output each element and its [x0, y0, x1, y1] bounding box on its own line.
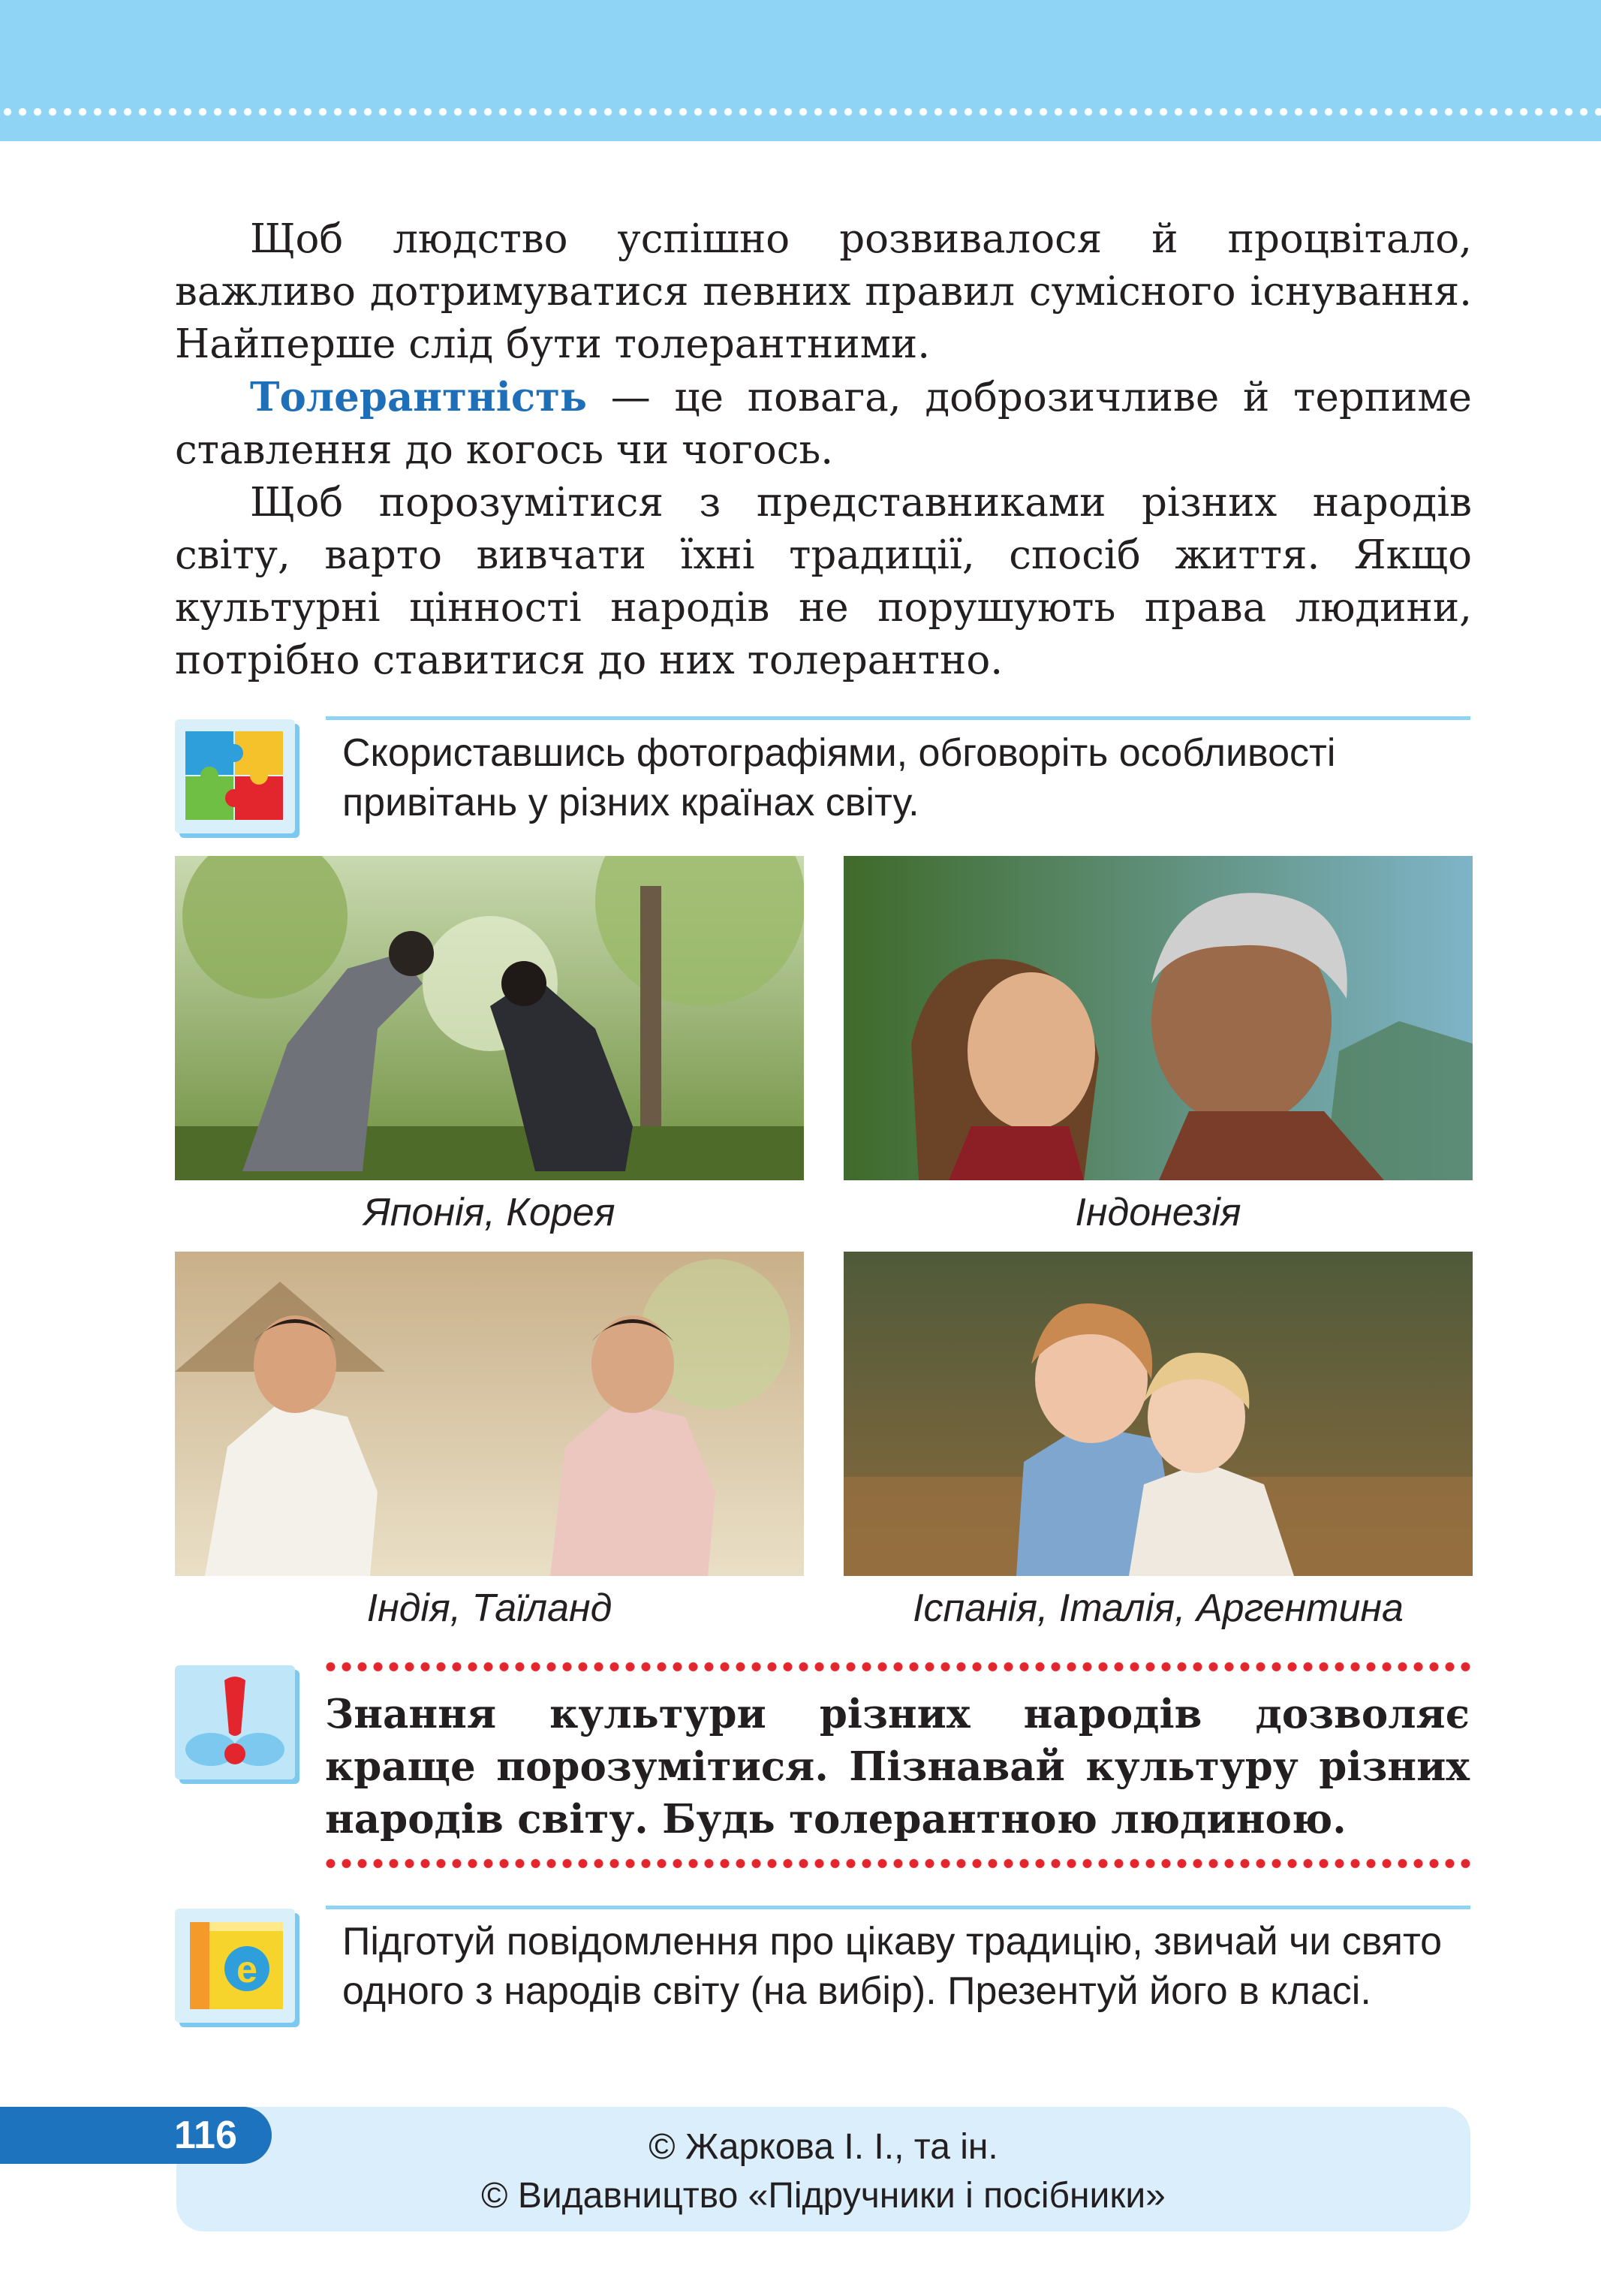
rule-bottom-dots — [323, 1858, 1475, 1869]
book-internet-icon — [175, 1909, 295, 2023]
rule-text: Знання культури різних народів дозволяє краще порозумітися. Пізнавай культуру різних народів світу. Будь толерантною людиною. — [325, 1691, 1470, 1843]
task-2-text: Підготуй повідомлення про цікаву традицію, звичай чи свято одного з народів світу (на вибір). Презентуй його в класі. — [342, 1920, 1443, 2013]
term-tolerance: Толерантність — [250, 374, 587, 420]
rule-top-dots — [323, 1662, 1475, 1672]
intro-text — [175, 213, 1472, 687]
exclamation-icon — [175, 1665, 295, 1779]
task-1-text: Скориставшись фотографіями, обговоріть особливості привітань у різних країнах світу. — [342, 731, 1336, 824]
photo-indonesia — [844, 856, 1473, 1180]
task-2-line — [326, 1906, 1470, 1909]
term-definition: — це повага, доброзичливе й терпиме ставлення до когось чи чогось. — [175, 375, 1472, 473]
definition-paragraph — [175, 371, 1472, 477]
photo-india-thailand — [175, 1252, 804, 1576]
caption-photo-3: Індія, Таїланд — [366, 1586, 612, 1630]
header-band — [0, 0, 1601, 141]
task-1-line — [326, 716, 1470, 720]
intro-paragraph-3: Щоб порозумітися з представниками різних народів світу, варто вивчати їхні традиції, спосіб життя. Якщо культурні цінності народів не порушують права людини, потрібно ставитися до них толерантно. — [175, 480, 1472, 683]
intro-paragraph-1: Щоб людство успішно розвивалося й процвітало, важливо дотримуватися певних правил сумісного існування. Найперше слід бути толерантними. — [175, 216, 1472, 367]
puzzle-icon — [175, 719, 295, 833]
header-dotted-line — [0, 107, 1601, 117]
photo-spain-italy-argentina — [844, 1252, 1473, 1576]
page-number: 116 — [174, 2114, 237, 2157]
caption-photo-1: Японія, Корея — [363, 1191, 615, 1234]
footer-copyright-authors: © Жаркова І. І., та ін. — [649, 2127, 998, 2167]
footer-copyright-publisher: © Видавництво «Підручники і посібники» — [481, 2176, 1166, 2216]
photo-japan-korea — [175, 856, 804, 1180]
caption-photo-2: Індонезія — [1075, 1191, 1241, 1234]
caption-photo-4: Іспанія, Італія, Аргентина — [913, 1586, 1404, 1630]
svg-text:e: e — [236, 1948, 257, 1990]
